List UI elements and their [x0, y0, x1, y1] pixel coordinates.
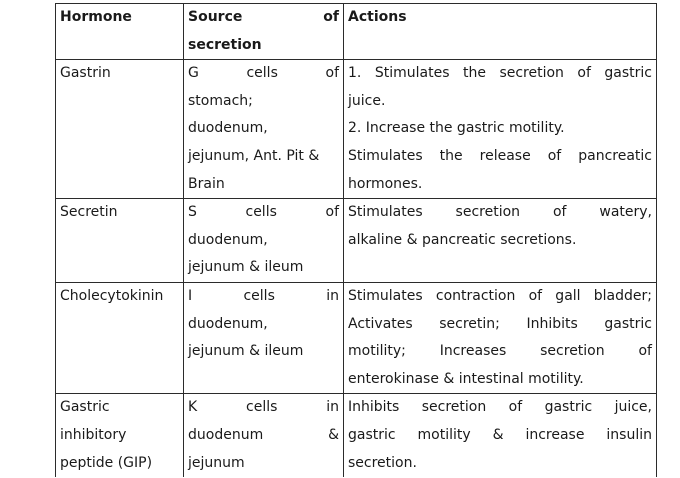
cell-actions: Stimulates secretion of watery, alkaline & pancreatic secretions.: [344, 199, 657, 283]
cell-source: G cells of stomach; duodenum, jejunum, Ant. Pit & Brain: [184, 60, 344, 199]
cell-source: S cells of duodenum, jejunum & ileum: [184, 199, 344, 283]
table-row: [56, 199, 657, 283]
cell-source: K cells in duodenum & jejunum: [184, 394, 344, 477]
cell-source: I cells in duodenum, jejunum & ileum: [184, 282, 344, 393]
cell-actions: Stimulates contraction of gall bladder; Activates secretin; Inhibits gastric motility; Increases secretion of enterokinase & intestinal motility.: [344, 282, 657, 393]
cell-hormone: Gastric inhibitory peptide (GIP): [56, 394, 184, 477]
table-header-row: [56, 4, 657, 60]
table-row: [56, 60, 657, 199]
header-hormone: Hormone: [56, 4, 184, 60]
table-row: [56, 282, 657, 393]
cell-hormone: Cholecytokinin: [56, 282, 184, 393]
header-actions: Actions: [344, 4, 657, 60]
cell-actions: Inhibits secretion of gastric juice, gastric motility & increase insulin secretion.: [344, 394, 657, 477]
hormone-table: [55, 3, 657, 477]
cell-hormone: Secretin: [56, 199, 184, 283]
table-row: [56, 394, 657, 477]
cell-actions: 1. Stimulates the secretion of gastric juice. 2. Increase the gastric motility. Stimulates the release of pancreatic hormones.: [344, 60, 657, 199]
cell-hormone: Gastrin: [56, 60, 184, 199]
header-source: Source of secretion: [184, 4, 344, 60]
